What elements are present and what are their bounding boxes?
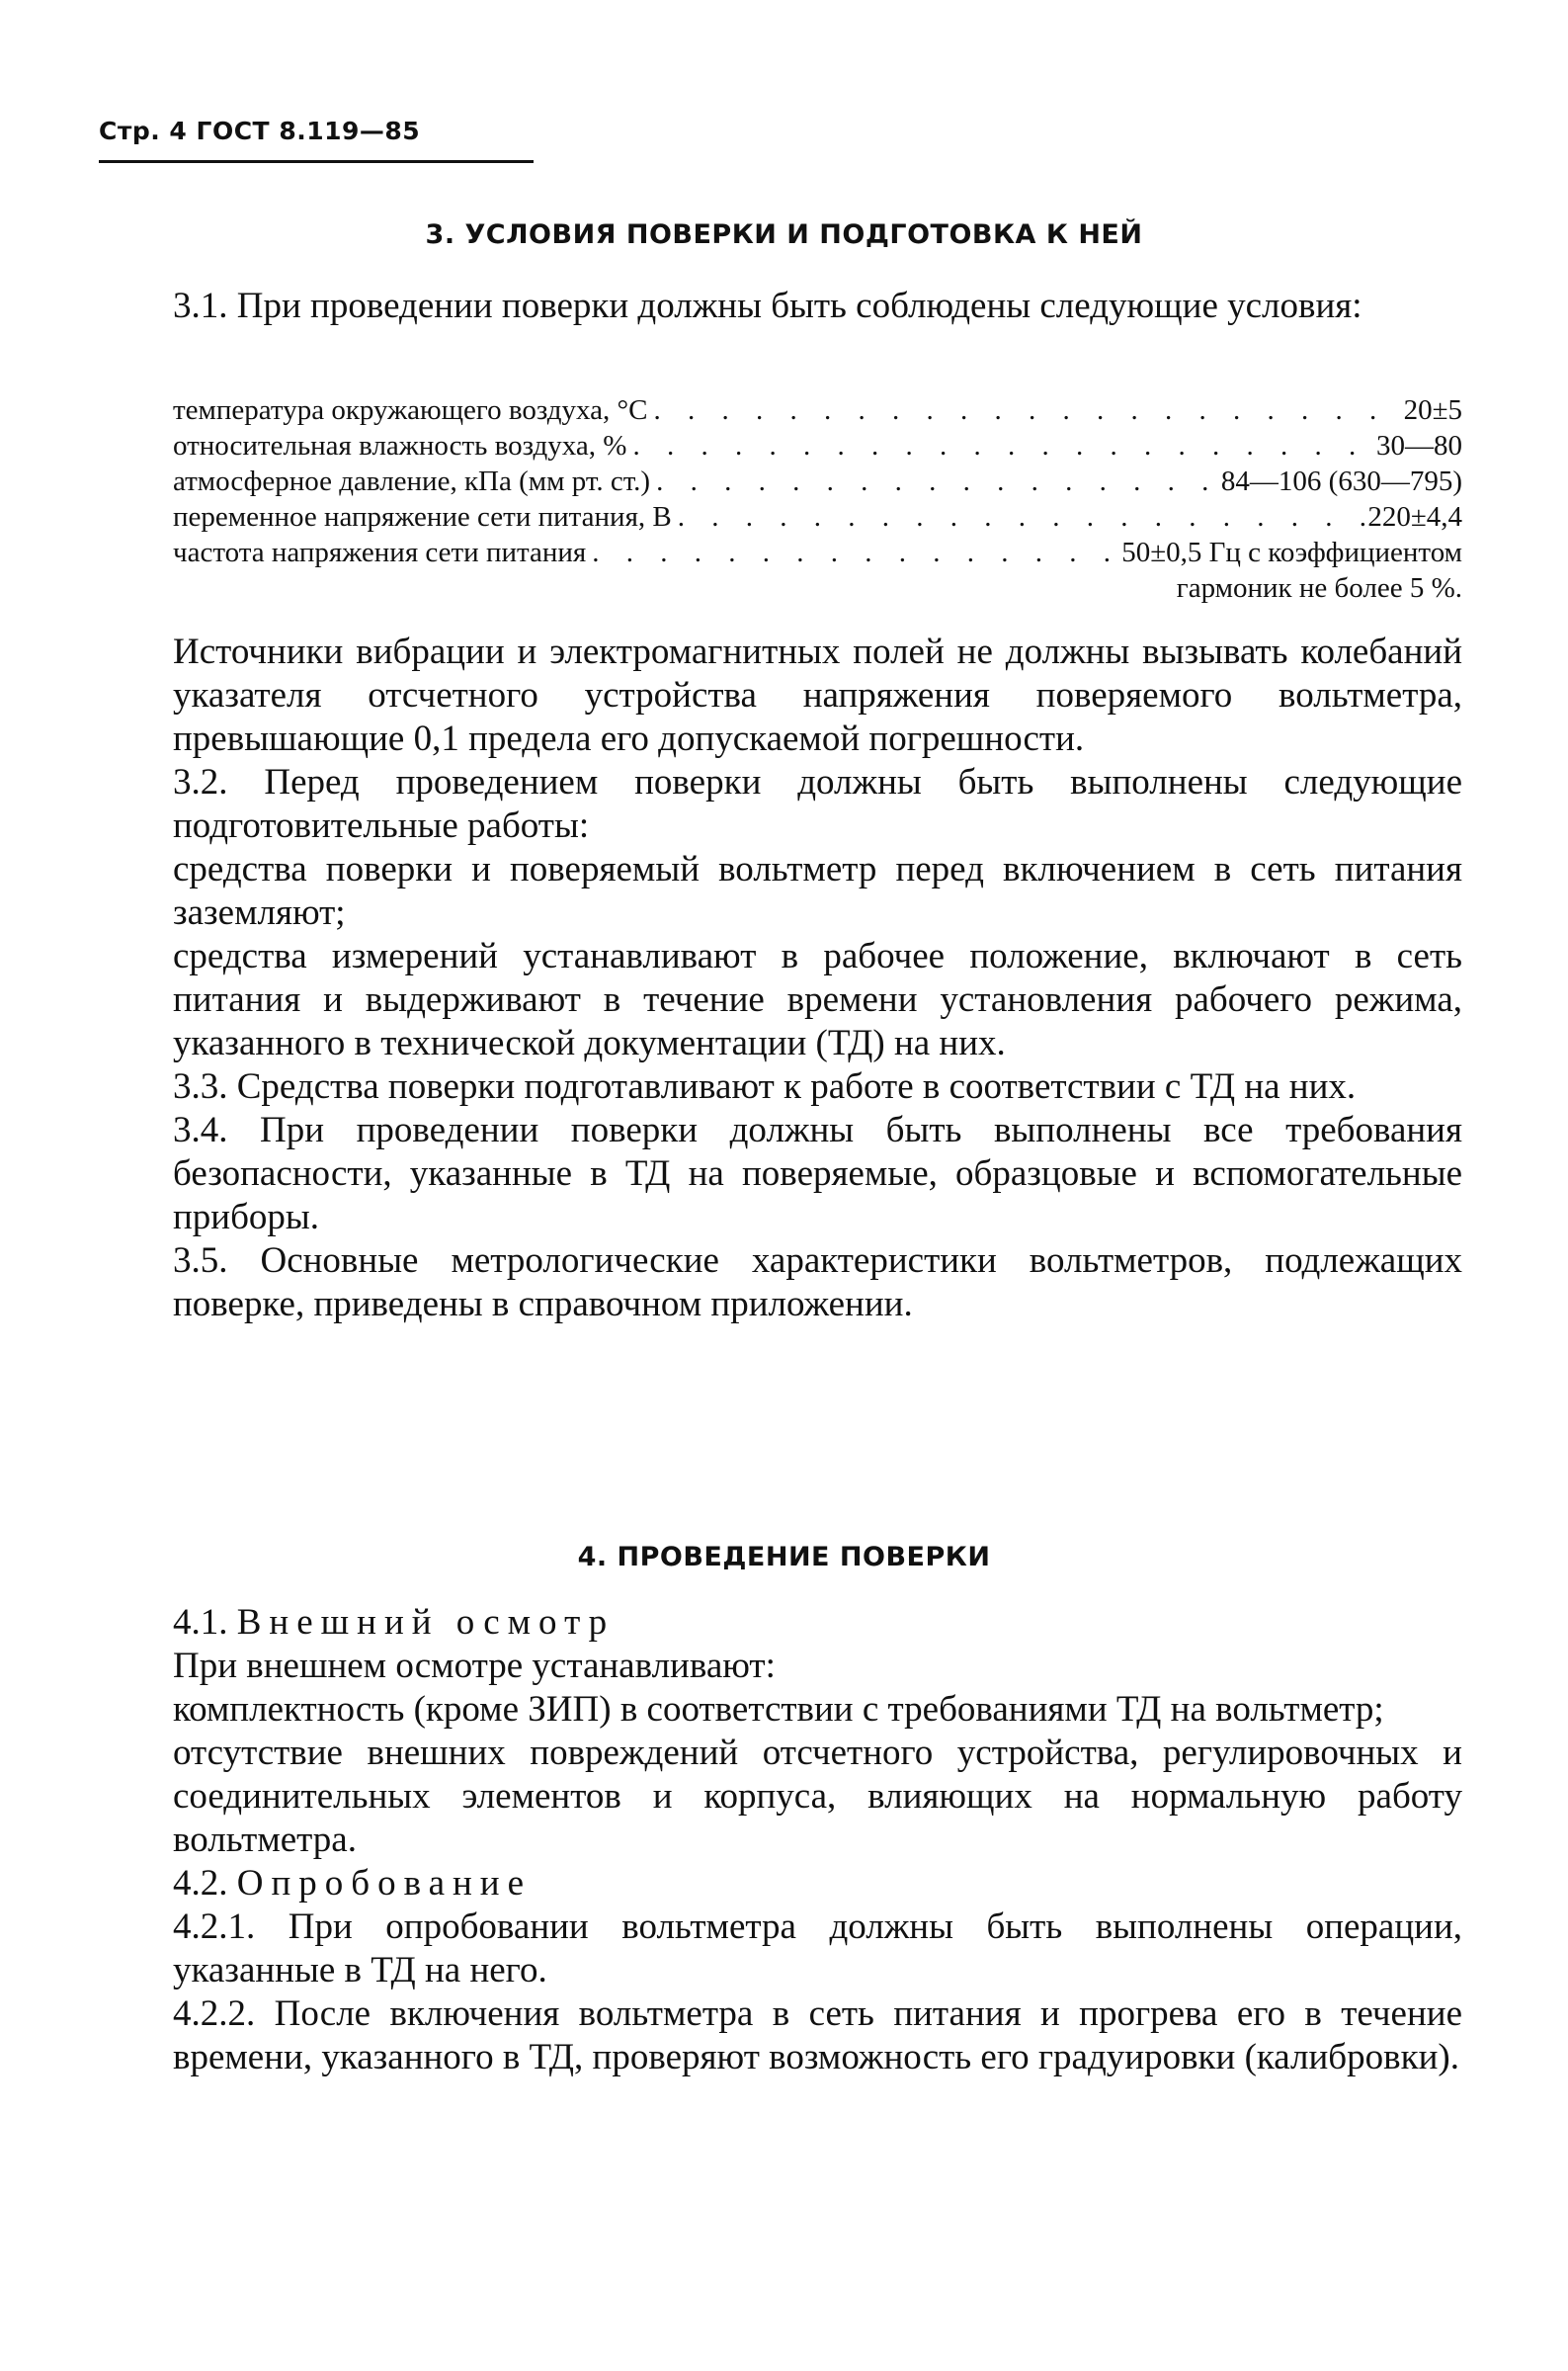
subsection-number: 4.2.: [173, 1863, 228, 1904]
paragraph-3-4: 3.4. При проведении поверки должны быть выполнены все требования безопасности, указанные в ТД на поверяемые, образцовые и вспомогательные приборы.: [173, 1110, 1462, 1237]
leader-dots: [672, 499, 1368, 535]
condition-label: температура окружающего воздуха, °С: [173, 394, 648, 426]
subsection-4-2-title: [173, 1862, 1462, 1905]
header-rule: [99, 160, 534, 163]
paragraph-3-5: 3.5. Основные метрологические характеристики вольтметров, подлежащих поверке, приведены в справочном приложении.: [173, 1240, 1462, 1324]
paragraph-4-2-1: 4.2.1. При опробовании вольтметра должны быть выполнены операции, указанные в ТД на него.: [173, 1906, 1462, 1990]
condition-row: [173, 392, 1462, 428]
condition-value: 84—106 (630—795): [1220, 466, 1462, 497]
paragraph-4-1-b: отсутствие внешних повреждений отсчетного устройства, регулировочных и соединительных элементов и корпуса, влияющих на нормальную работу вольтметра.: [173, 1733, 1462, 1860]
condition-tail: гармоник не более 5 %.: [1176, 572, 1462, 604]
condition-row: [173, 535, 1462, 570]
paragraph-3-2: 3.2. Перед проведением поверки должны быть выполнены следующие подготовительные работы:: [173, 762, 1462, 846]
section-4-heading: 4. ПРОВЕДЕНИЕ ПОВЕРКИ: [577, 1542, 991, 1572]
condition-value: 20±5: [1403, 394, 1462, 426]
condition-label: атмосферное давление, кПа (мм рт. ст.): [173, 466, 651, 497]
paragraph-sources: Источники вибрации и электромагнитных полей не должны вызывать колебаний указателя отсчетного устройства напряжения поверяемого вольтметра, превышающие 0,1 предела его допускаемой погрешности.: [173, 632, 1462, 759]
condition-value: 50±0,5 Гц с коэффициентом: [1121, 537, 1462, 568]
condition-row: [173, 464, 1462, 499]
subsection-title: Внешний осмотр: [236, 1602, 616, 1643]
section-4-body: [173, 1601, 1462, 2079]
paragraph-3-3: 3.3. Средства поверки подготавливают к работе в соответствии с ТД на них.: [173, 1066, 1357, 1107]
paragraph-4-1-a: комплектность (кроме ЗИП) в соответствии с требованиями ТД на вольтметр;: [173, 1689, 1384, 1730]
condition-value: 220±4,4: [1367, 501, 1462, 533]
condition-row: [173, 428, 1462, 464]
page-header: Стр. 4 ГОСТ 8.119—85: [99, 117, 421, 145]
paragraph-3-2-a: средства поверки и поверяемый вольтметр перед включением в сеть питания заземляют;: [173, 849, 1462, 933]
subsection-number: 4.1.: [173, 1602, 228, 1643]
subsection-title: Опробование: [236, 1863, 533, 1904]
condition-value: 30—80: [1376, 430, 1462, 462]
conditions-list: [173, 392, 1462, 606]
section-3-heading: 3. УСЛОВИЯ ПОВЕРКИ И ПОДГОТОВКА К НЕЙ: [425, 219, 1143, 250]
leader-dots: [586, 535, 1121, 570]
leader-dots: [647, 392, 1403, 428]
paragraph-4-2-2: 4.2.2. После включения вольтметра в сеть питания и прогрева его в течение времени, указанного в ТД, проверяют возможность его градуировки (калибровки).: [173, 1993, 1462, 2077]
condition-label: частота напряжения сети питания: [173, 537, 587, 568]
leader-dots: [650, 464, 1221, 499]
condition-label: переменное напряжение сети питания, В: [173, 501, 672, 533]
condition-row: [173, 499, 1462, 535]
paragraph-3-1: 3.1. При проведении поверки должны быть соблюдены следующие условия:: [173, 286, 1362, 326]
paragraph-3-2-b: средства измерений устанавливают в рабочее положение, включают в сеть питания и выдерживают в течение времени установления рабочего режима, указанного в технической документации (ТД) на них.: [173, 936, 1462, 1063]
condition-label: относительная влажность воздуха, %: [173, 430, 627, 462]
paragraph-4-1-intro: При внешнем осмотре устанавливают:: [173, 1646, 776, 1686]
subsection-4-1-title: [173, 1601, 1462, 1645]
section-3-intro: [173, 285, 1462, 328]
section-3-body: [173, 631, 1462, 1326]
leader-dots: [626, 428, 1376, 464]
